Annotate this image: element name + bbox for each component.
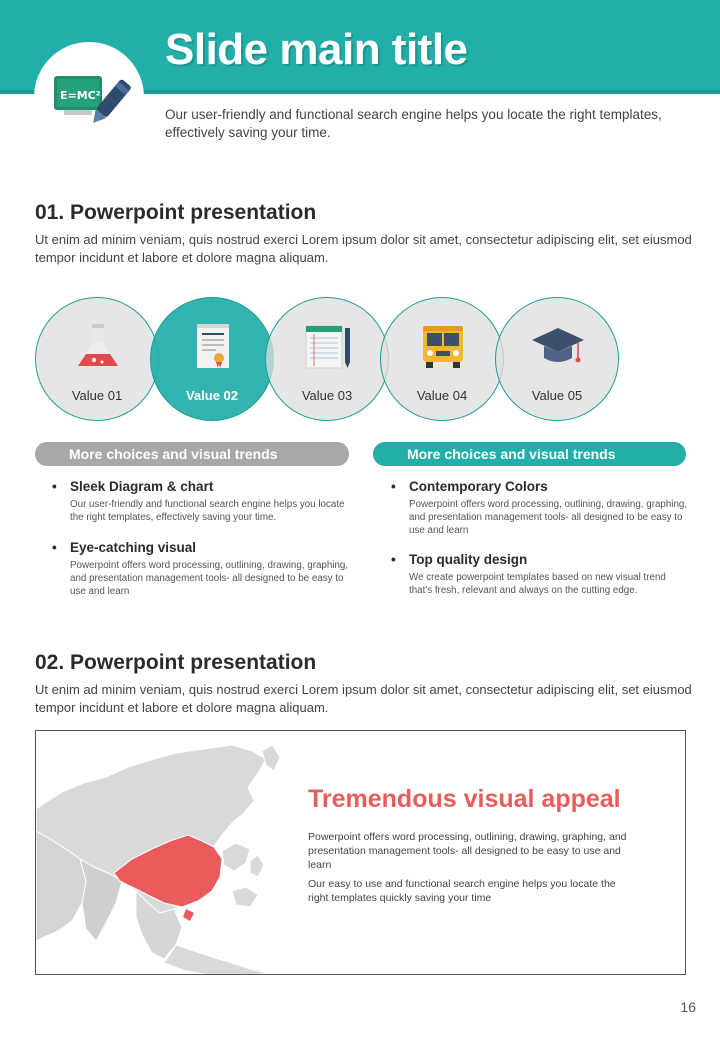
appeal-text-1: Powerpoint offers word processing, outlining, drawing, graphing, and presentation management tools- all designed to be easy to use and learn (308, 831, 627, 871)
value-label-5: Value 05 (531, 388, 583, 403)
value-label-2: Value 02 (185, 388, 239, 403)
right-item-2-desc: We create powerpoint templates based on new visual trend that's fresh, relevant and always on the cutting edge. (409, 572, 666, 596)
flask-icon (72, 320, 124, 372)
value-circle-1 (35, 297, 159, 421)
notepad-pen-icon (302, 320, 354, 372)
right-column-heading: More choices and visual trends (373, 442, 686, 466)
blackboard-formula-icon (34, 42, 144, 152)
value-label-4: Value 04 (416, 388, 468, 403)
left-item-1-title: • Sleek Diagram & chart (50, 479, 350, 494)
value-circle-3 (265, 297, 389, 421)
right-item-2-title: • Top quality design (389, 552, 689, 567)
left-column-heading: More choices and visual trends (35, 442, 349, 466)
right-item-2 (409, 552, 689, 597)
value-label-1: Value 01 (71, 388, 123, 403)
appeal-title: Tremendous visual appeal (308, 785, 621, 813)
right-item-1-title: • Contemporary Colors (389, 479, 689, 494)
value-label-3: Value 03 (301, 388, 353, 403)
value-circle-4 (380, 297, 504, 421)
graduation-cap-icon (532, 320, 584, 372)
left-item-1 (70, 479, 350, 524)
badge-formula: E=MC² (60, 89, 101, 102)
value-circle-5 (495, 297, 619, 421)
slide-title: Slide main title (165, 25, 468, 74)
section1-title: 01. Powerpoint presentation (35, 201, 317, 224)
right-item-1-desc: Powerpoint offers word processing, outlining, drawing, graphing, and presentation management tools- all designed to be easy to use and learn (409, 499, 688, 536)
school-bus-icon (417, 320, 469, 372)
right-item-1 (409, 479, 689, 537)
value-circle-2 (150, 297, 274, 421)
left-item-2 (70, 540, 350, 598)
section2-title: 02. Powerpoint presentation (35, 651, 317, 674)
header-subtitle: Our user-friendly and functional search engine helps you locate the right templates, effectively saving your time. (165, 107, 662, 140)
left-item-1-desc: Our user-friendly and functional search engine helps you locate the right templates, effectively saving your time. (70, 499, 345, 523)
appeal-text-2: Our easy to use and functional search engine helps you locate the right templates quickly saving your time (308, 878, 616, 904)
certificate-icon (187, 320, 239, 372)
section2-text: Ut enim ad minim veniam, quis nostrud exerci Lorem ipsum dolor sit amet, consectetur adipiscing elit, set eiusmod tempor incidunt et labore et dolore magna aliquam. (35, 682, 692, 715)
page-number: 16 (680, 999, 696, 1015)
left-item-2-desc: Powerpoint offers word processing, outlining, drawing, graphing, and presentation management tools- all designed to be easy to use and learn (70, 560, 349, 597)
left-item-2-title: • Eye-catching visual (50, 540, 350, 555)
section1-text: Ut enim ad minim veniam, quis nostrud exerci Lorem ipsum dolor sit amet, consectetur adipiscing elit, set eiusmod tempor incidunt et labore et dolore magna aliquam. (35, 232, 692, 265)
